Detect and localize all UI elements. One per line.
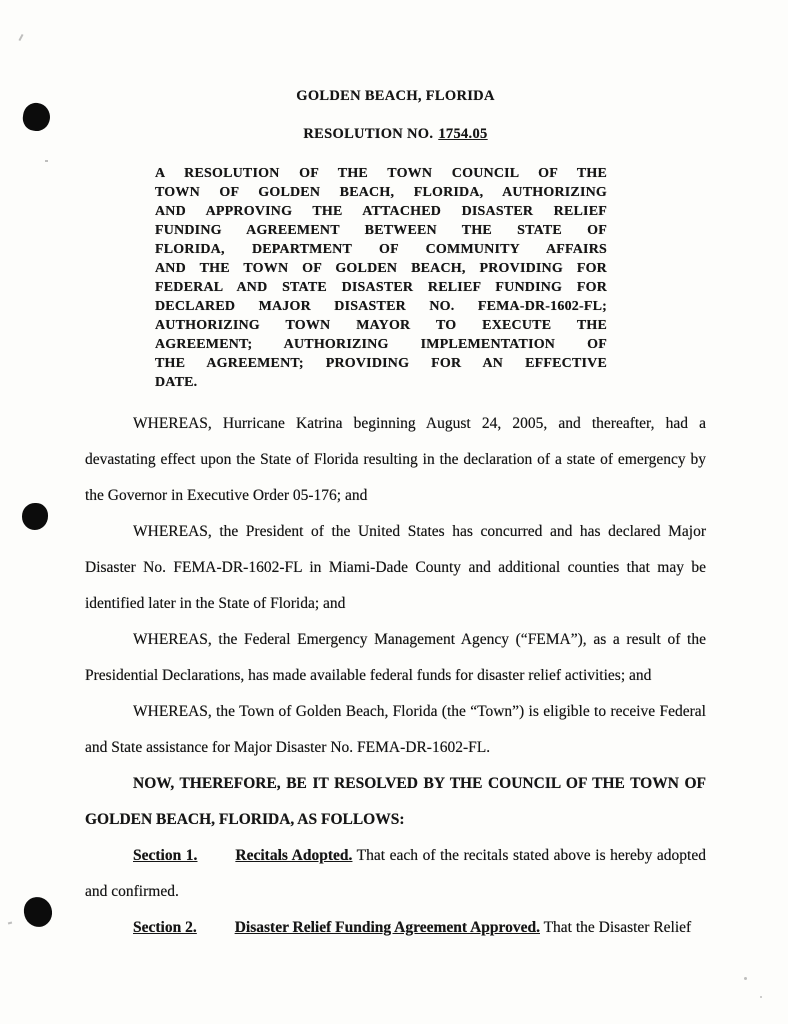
headline-line: FUNDING AGREEMENT BETWEEN THE STATE OF — [155, 223, 607, 238]
headline-line: AND THE TOWN OF GOLDEN BEACH, PROVIDING FOR — [155, 261, 607, 276]
resolution-body — [85, 406, 706, 946]
document-title: GOLDEN BEACH, FLORIDA — [296, 88, 495, 104]
section-2-label: Section 2. — [133, 919, 197, 936]
whereas-paragraph-2: WHEREAS, the President of the United States has concurred and has declared Major Disaster No. FEMA-DR-1602-FL in Miami-Dade County and additional counties that may be identified later in the State of Florida; and — [85, 523, 706, 612]
headline-line: AND APPROVING THE ATTACHED DISASTER RELIEF — [155, 204, 607, 219]
headline-line: AGREEMENT; AUTHORIZING IMPLEMENTATION OF — [155, 337, 607, 352]
hole-punch-mark — [22, 503, 48, 530]
whereas-paragraph-4: WHEREAS, the Town of Golden Beach, Florida (the “Town”) is eligible to receive Federal and State assistance for Major Disaster No. FEMA-DR-1602-FL. — [85, 703, 706, 756]
section-1-label: Section 1. — [133, 847, 198, 864]
resolution-document — [85, 88, 706, 946]
scan-artifact — [45, 160, 48, 162]
section-1-heading: Recitals Adopted. — [235, 847, 353, 864]
headline-line: FEDERAL AND STATE DISASTER RELIEF FUNDING FOR — [155, 280, 607, 295]
resolution-number-line — [85, 126, 706, 143]
scan-artifact — [760, 996, 762, 998]
resolution-number: 1754.05 — [438, 126, 488, 142]
scan-artifact — [8, 922, 12, 925]
headline-line: A RESOLUTION OF THE TOWN COUNCIL OF THE — [155, 166, 607, 181]
headline-line: THE AGREEMENT; PROVIDING FOR AN EFFECTIVE — [155, 356, 607, 371]
scan-artifact — [744, 977, 747, 980]
resolved-clause: NOW, THEREFORE, BE IT RESOLVED BY THE COUNCIL OF THE TOWN OF GOLDEN BEACH, FLORIDA, AS FOLLOWS: — [85, 775, 706, 828]
resolution-headline-block — [155, 164, 607, 392]
section-2-paragraph — [85, 910, 706, 946]
resolution-label: RESOLUTION NO. — [303, 126, 434, 142]
headline-line: TOWN OF GOLDEN BEACH, FLORIDA, AUTHORIZING — [155, 185, 607, 200]
section-2-text: That the Disaster Relief — [539, 919, 692, 936]
headline-line: DECLARED MAJOR DISASTER NO. FEMA-DR-1602-FL; — [155, 299, 607, 314]
whereas-paragraph-1: WHEREAS, Hurricane Katrina beginning August 24, 2005, and thereafter, had a devastating effect upon the State of Florida resulting in the declaration of a state of emergency by the Governor in Executive Order 05-176; and — [85, 415, 706, 504]
hole-punch-mark — [21, 101, 52, 132]
section-1-paragraph — [85, 838, 706, 910]
hole-punch-mark — [23, 896, 54, 929]
headline-line: FLORIDA, DEPARTMENT OF COMMUNITY AFFAIRS — [155, 242, 607, 257]
scan-artifact — [18, 34, 23, 41]
headline-line: AUTHORIZING TOWN MAYOR TO EXECUTE THE — [155, 318, 607, 333]
headline-line: DATE. — [155, 375, 198, 390]
whereas-paragraph-3: WHEREAS, the Federal Emergency Management Agency (“FEMA”), as a result of the Presidential Declarations, has made available federal funds for disaster relief activities; and — [85, 631, 706, 684]
section-1-text: That each of the recitals stated above is hereby adopted and confirmed. — [85, 847, 706, 900]
section-2-heading: Disaster Relief Funding Agreement Approved. — [234, 919, 540, 936]
